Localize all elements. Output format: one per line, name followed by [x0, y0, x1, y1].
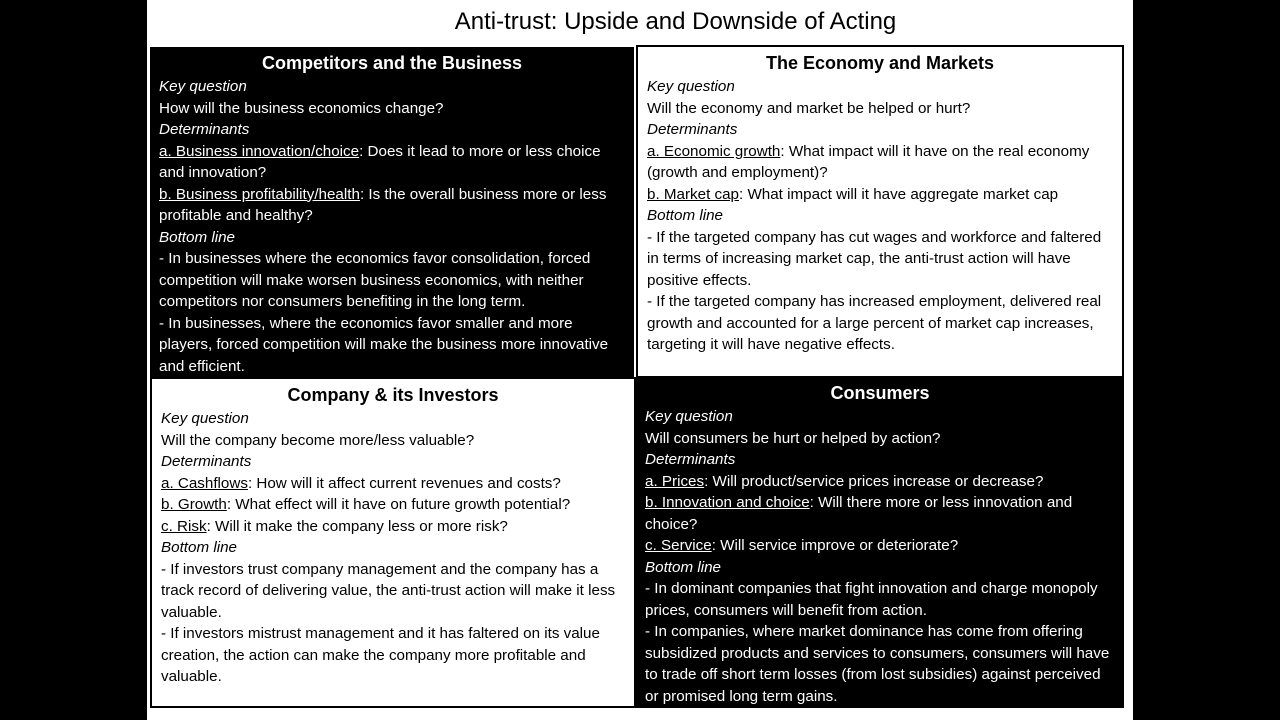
- determinant-b: [647, 184, 1113, 206]
- determinant-c: [161, 516, 625, 538]
- determinant-c-term: c. Risk: [161, 517, 207, 535]
- bottom-line-point-2: - In businesses, where the economics favor smaller and more players, forced competition will make the business more innovative and efficient.: [159, 314, 609, 375]
- key-question-label: Key question: [159, 78, 247, 95]
- bottom-line-label: Bottom line: [161, 539, 237, 556]
- determinant-c-term: c. Service: [645, 537, 712, 554]
- determinant-b-term: b. Business profitability/health: [159, 185, 360, 203]
- quadrant-consumers: [636, 377, 1124, 708]
- bottom-line-point-1: - If the targeted company has cut wages and workforce and faltered in terms of increasing market cap, the anti-trust action will have positive effects.: [647, 228, 1102, 289]
- bottom-line-label: Bottom line: [647, 207, 723, 224]
- determinant-b-text: : Will there more or less innovation and choice?: [645, 494, 1073, 533]
- quadrant-company-investors: [150, 377, 636, 708]
- determinant-a-term: a. Economic growth: [647, 142, 781, 160]
- quadrant-heading: Consumers: [830, 383, 930, 403]
- determinant-b-term: b. Growth: [161, 496, 227, 513]
- determinant-a-text: : What impact will it have on the real economy (growth and employment)?: [647, 142, 1090, 181]
- key-question-label: Key question: [645, 408, 733, 425]
- bottom-line-label: Bottom line: [645, 558, 721, 576]
- determinant-a-term: a. Cashflows: [161, 474, 248, 492]
- determinant-b-term: b. Innovation and choice: [645, 494, 810, 511]
- determinant-a-term: a. Business innovation/choice: [159, 142, 360, 160]
- determinants-label: Determinants: [645, 451, 736, 468]
- bottom-line-point-2: - In companies, where market dominance has come from offering subsidized products and services to consumers, consumers will have to trade off short term losses (from lost subsidies) against perceived or promised long term gains.: [645, 623, 1110, 705]
- key-question-label: Key question: [647, 78, 735, 95]
- determinant-a-term: a. Prices: [645, 472, 705, 490]
- slide: [147, 0, 1133, 720]
- determinant-b-term: b. Market cap: [647, 185, 740, 203]
- determinant-b-text: : Is the overall business more or less profitable and healthy?: [159, 185, 607, 224]
- determinant-c-text: : Will service improve or deteriorate?: [711, 537, 959, 554]
- determinants-label: Determinants: [647, 121, 738, 138]
- determinant-a: [647, 141, 1113, 184]
- bottom-line-label: Bottom line: [159, 228, 235, 246]
- determinant-a-text: : Does it lead to more or less choice and innovation?: [159, 142, 601, 181]
- key-question: How will the business economics change?: [159, 99, 444, 117]
- quadrant-heading: Company & its Investors: [287, 385, 499, 405]
- bottom-line-point-2: - If investors mistrust management and it has faltered on its value creation, the action can make the company more profitable and valuable.: [161, 625, 600, 685]
- key-question: Will consumers be hurt or helped by action?: [645, 429, 941, 447]
- determinant-b: [161, 494, 625, 516]
- quadrant-heading: Competitors and the Business: [261, 53, 523, 73]
- determinant-b: [645, 492, 1115, 535]
- determinant-a-text: : How will it affect current revenues and costs?: [247, 474, 561, 492]
- determinants-label: Determinants: [161, 453, 252, 470]
- key-question: Will the company become more/less valuable?: [161, 431, 475, 449]
- slide-title: Anti-trust: Upside and Downside of Acting: [454, 8, 897, 35]
- bottom-line-point-1: - In businesses where the economics favor consolidation, forced competition will make worsen business economics, with neither competitors nor consumers benefiting in the long term.: [159, 250, 591, 310]
- determinant-a: [645, 471, 1115, 493]
- key-question-label: Key question: [161, 410, 249, 427]
- determinant-a: [161, 473, 625, 495]
- determinant-c: [645, 535, 1115, 557]
- bottom-line-point-1: - In dominant companies that fight innovation and charge monopoly prices, consumers will benefit from action.: [645, 580, 1098, 619]
- bottom-line-point-2: - If the targeted company has increased employment, delivered real growth and accounted for a large percent of market cap increases, targeting it will have negative effects.: [647, 293, 1102, 353]
- determinants-label: Determinants: [159, 121, 250, 138]
- quadrant-heading: The Economy and Markets: [765, 53, 995, 73]
- determinant-b-text: : What effect will it have on future growth potential?: [226, 496, 571, 513]
- determinant-a: [159, 141, 625, 184]
- bottom-line-point-1: - If investors trust company management and the company has a track record of delivering value, the anti-trust action will make it less valuable.: [161, 560, 616, 621]
- determinant-b-text: : What impact will it have aggregate market cap: [739, 185, 1059, 203]
- determinant-b: [159, 184, 625, 227]
- determinant-c-text: : Will it make the company less or more risk?: [206, 517, 508, 535]
- quadrant-economy: [636, 45, 1124, 378]
- determinant-a-text: : Will product/service prices increase or decrease?: [704, 472, 1044, 490]
- key-question: Will the economy and market be helped or hurt?: [647, 99, 971, 117]
- quadrant-competitors: [150, 47, 634, 377]
